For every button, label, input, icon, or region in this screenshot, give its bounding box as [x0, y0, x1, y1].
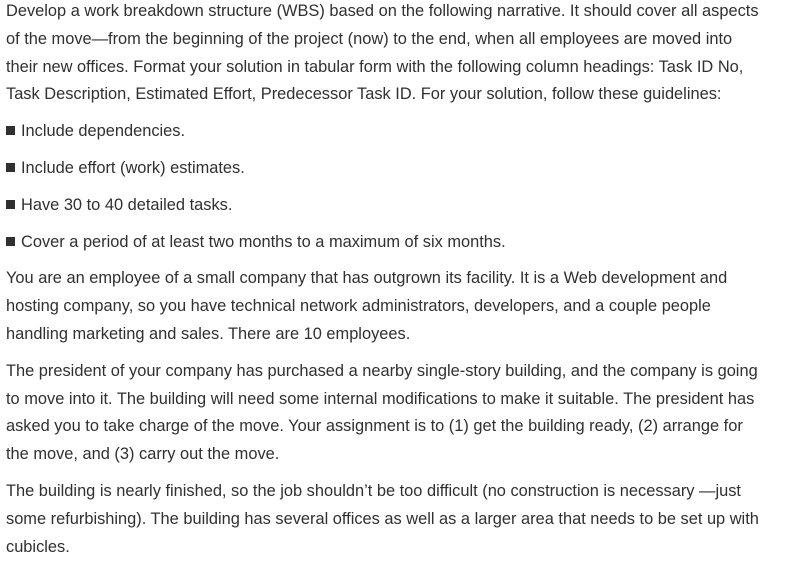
square-bullet-icon [6, 200, 15, 209]
guideline-item [6, 229, 766, 257]
guideline-item [6, 118, 766, 146]
intro-paragraph: Develop a work breakdown structure (WBS) based on the following narrative. It should cover all aspects of the move—from the beginning of the project (now) to the end, when all employees are moved into their new offices. Format your solution in tabular form with the following column headings: Task ID No, Task Description, Estimated Effort, Predecessor Task ID. For your solution, follow these guidelines: [6, 2, 759, 104]
assignment-paragraph: The president of your company has purchased a nearby single-story building, and the company is going to move into it. The building will need some internal modifications to make it suitable. The president has asked you to take charge of the move. Your assignment is to (1) get the building ready, (2) arrange for the move, and (3) carry out the move. [6, 361, 758, 464]
guideline-text: Include effort (work) estimates. [21, 158, 245, 177]
guideline-text: Include dependencies. [21, 122, 186, 141]
square-bullet-icon [6, 163, 15, 172]
square-bullet-icon [6, 237, 15, 246]
company-paragraph: You are an employee of a small company that has outgrown its facility. It is a Web development and hosting company, so you have technical network administrators, developers, and a couple people handling marketing and sales. There are 10 employees. [6, 269, 728, 343]
guideline-text: Cover a period of at least two months to a maximum of six months. [21, 232, 506, 251]
guideline-item [6, 192, 766, 220]
document-body [6, 0, 766, 561]
guideline-text: Have 30 to 40 detailed tasks. [21, 195, 233, 214]
square-bullet-icon [6, 126, 15, 135]
building-paragraph: The building is nearly finished, so the job shouldn’t be too difficult (no construction is necessary —just some refurbishing). The building has several offices as well as a larger area that needs to be set up with cubicles. [6, 481, 759, 556]
guideline-item [6, 155, 766, 183]
